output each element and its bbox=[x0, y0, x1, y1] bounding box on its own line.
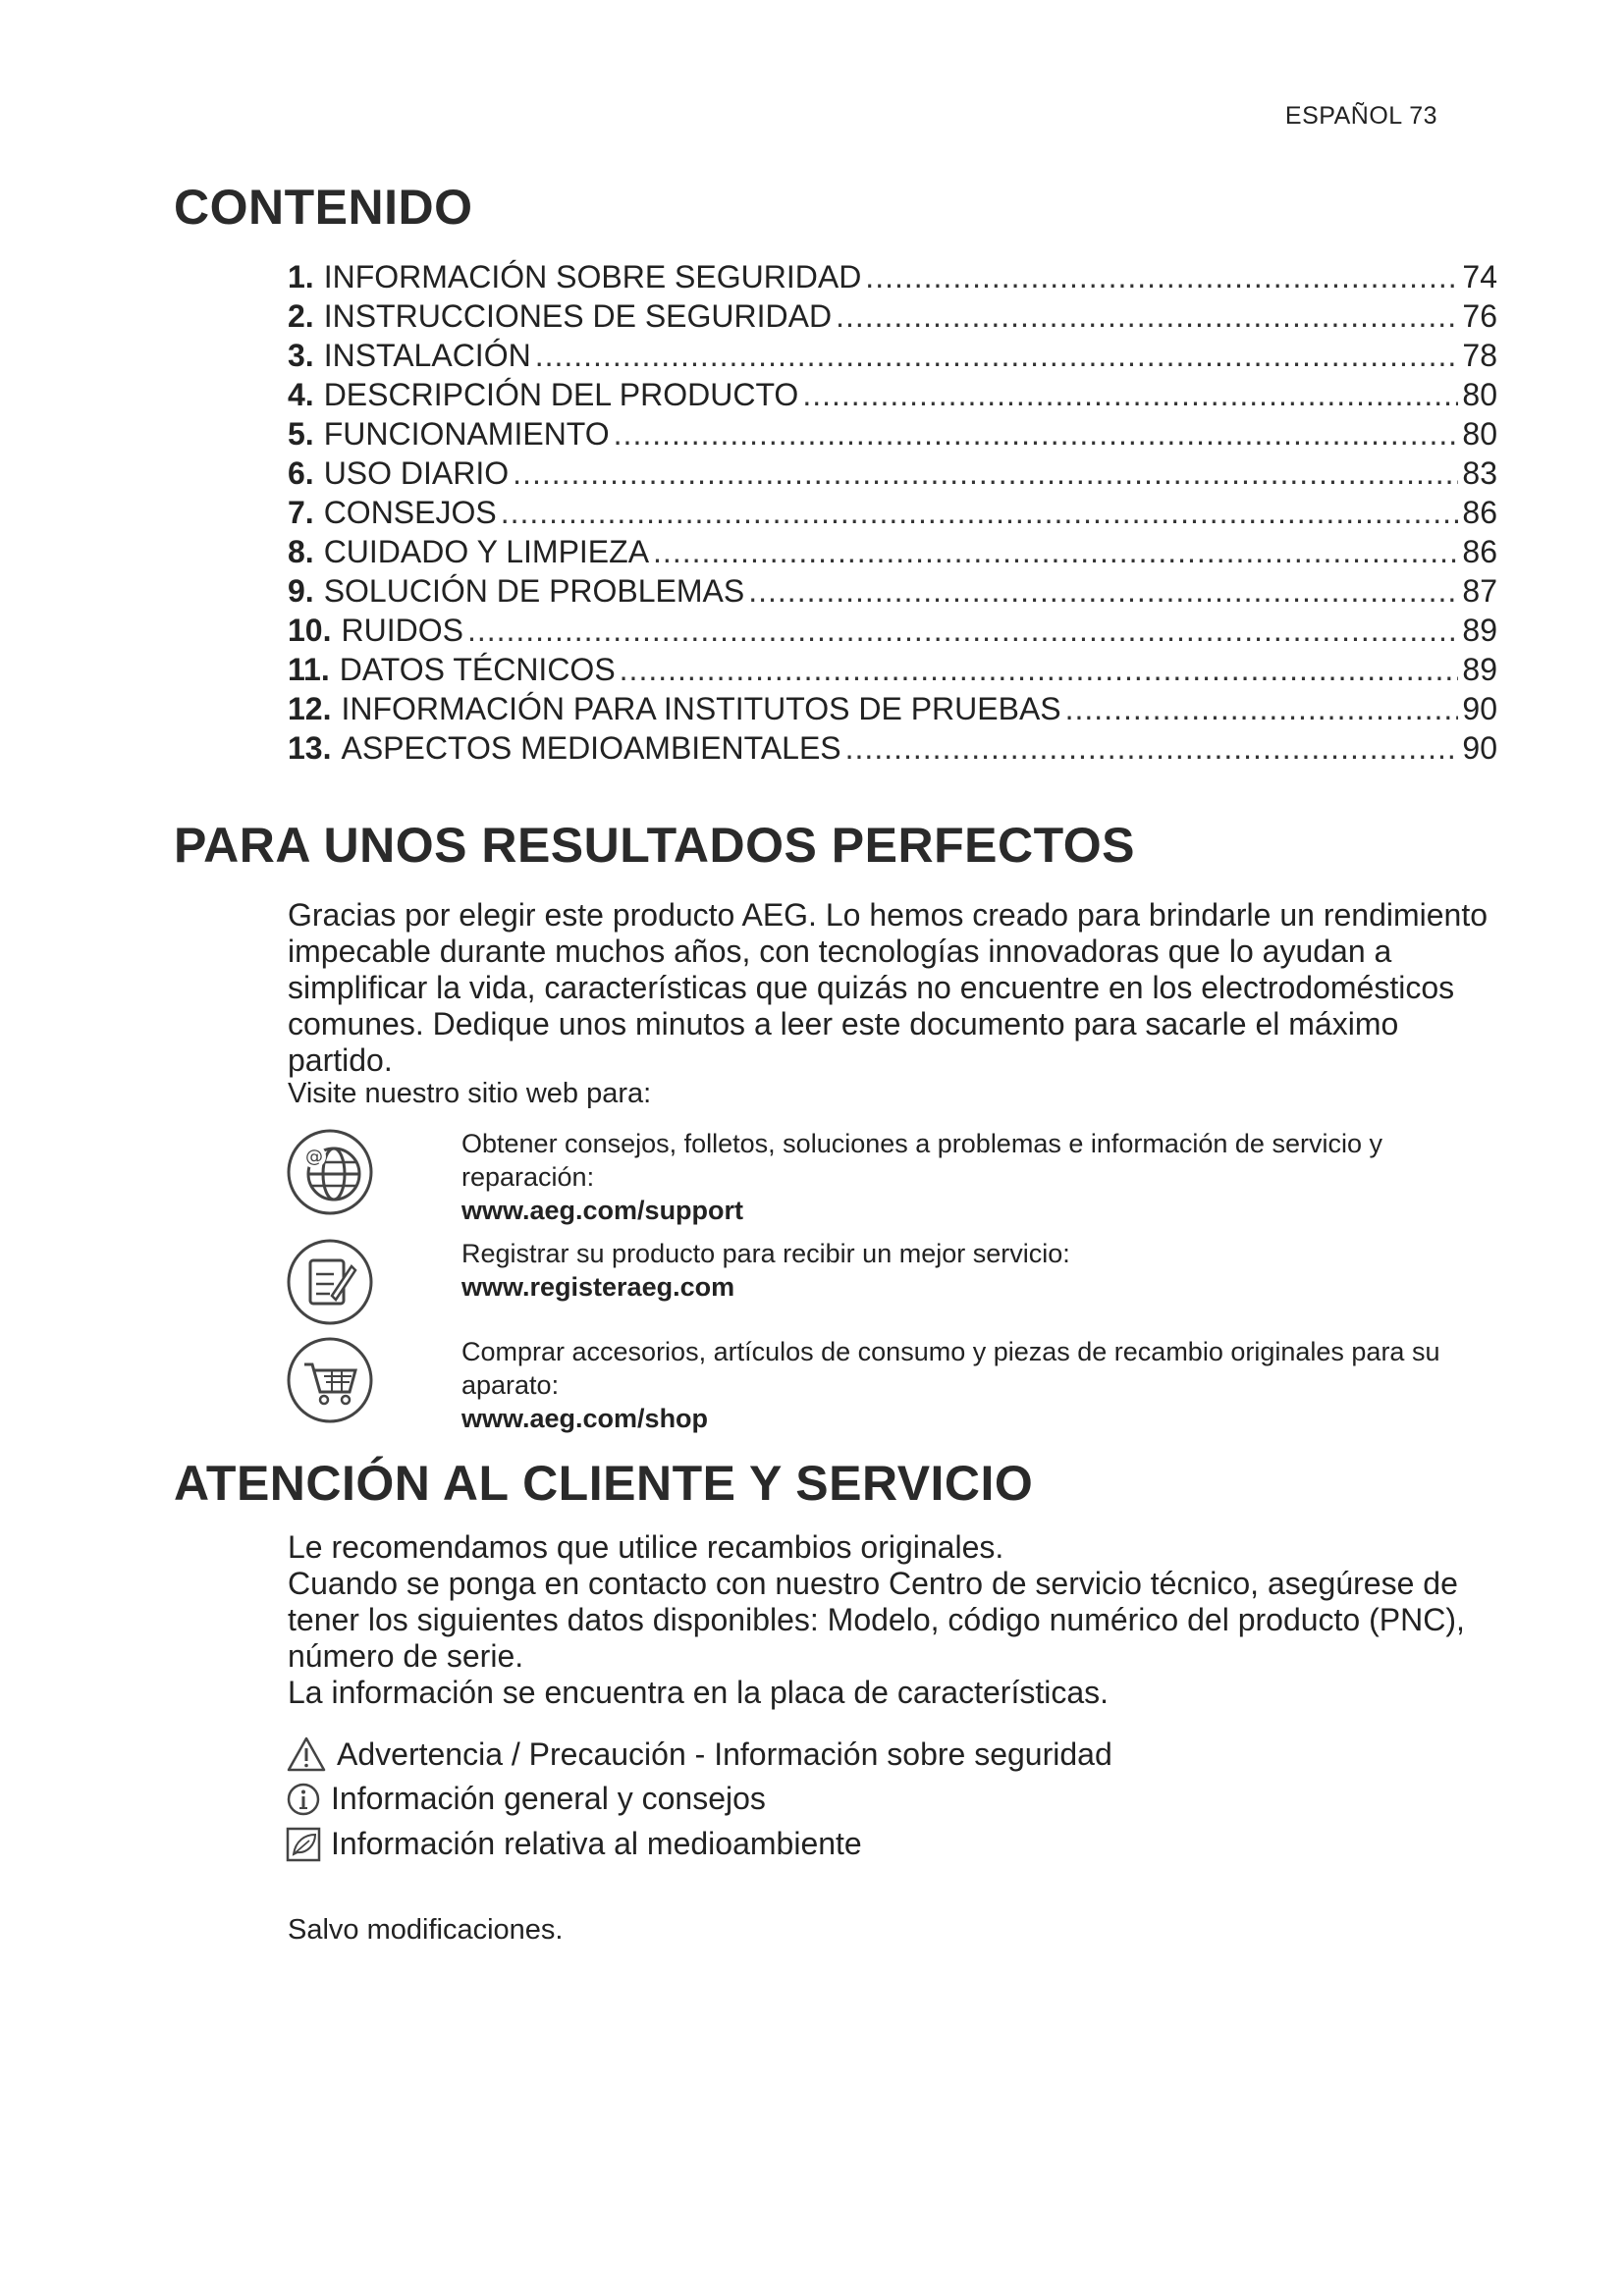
toc-item-number: 8. bbox=[288, 534, 314, 569]
toc-item-title: ASPECTOS MEDIOAMBIENTALES bbox=[341, 730, 841, 766]
toc-item-title: INSTRUCCIONES DE SEGURIDAD bbox=[323, 298, 833, 334]
toc-item-number: 9. bbox=[288, 573, 314, 609]
toc-item-title: INFORMACIÓN PARA INSTITUTOS DE PRUEBAS bbox=[341, 691, 1061, 726]
toc-item-page: 90 bbox=[1462, 730, 1497, 766]
toc-item-number: 11. bbox=[288, 652, 330, 687]
contents-title: CONTENIDO bbox=[174, 180, 473, 235]
toc-item-number: 1. bbox=[288, 259, 314, 294]
register-link-text bbox=[461, 1237, 1512, 1304]
toc-item-page: 90 bbox=[1462, 691, 1497, 726]
register-icon bbox=[285, 1237, 375, 1327]
toc-item[interactable] bbox=[288, 338, 1497, 377]
svg-text:@: @ bbox=[305, 1147, 323, 1167]
cart-icon bbox=[285, 1335, 375, 1425]
toc-leader-dots bbox=[620, 652, 1459, 688]
toc-leader-dots bbox=[836, 298, 1458, 335]
toc-item[interactable] bbox=[288, 298, 1497, 338]
toc-item-page: 80 bbox=[1462, 416, 1497, 452]
toc-item[interactable] bbox=[288, 259, 1497, 298]
service-paragraph-3: La información se encuentra en la placa de características. bbox=[288, 1675, 1110, 1710]
toc-item-title: RUIDOS bbox=[341, 613, 463, 648]
toc-item-number: 5. bbox=[288, 416, 314, 452]
toc-item-page: 86 bbox=[1462, 534, 1497, 569]
toc-leader-dots bbox=[802, 377, 1458, 413]
toc-leader-dots bbox=[748, 573, 1458, 610]
legend-warning bbox=[286, 1735, 1112, 1773]
toc-item-page: 83 bbox=[1462, 455, 1497, 491]
shop-description: Comprar accesorios, artículos de consumo y piezas de recambio originales para su aparato: bbox=[461, 1337, 1440, 1400]
toc-item[interactable] bbox=[288, 455, 1497, 495]
toc-item[interactable] bbox=[288, 416, 1497, 455]
toc-item-title: CONSEJOS bbox=[323, 495, 497, 530]
shop-url-link[interactable]: www.aeg.com/shop bbox=[461, 1404, 709, 1433]
toc-item-title: DATOS TÉCNICOS bbox=[339, 652, 616, 687]
toc-item-number: 10. bbox=[288, 613, 332, 648]
toc-item-page: 76 bbox=[1462, 298, 1497, 334]
toc-leader-dots bbox=[513, 455, 1458, 492]
shop-link-text bbox=[461, 1335, 1512, 1435]
register-url-link[interactable]: www.registeraeg.com bbox=[461, 1272, 735, 1302]
register-description: Registrar su producto para recibir un mejor servicio: bbox=[461, 1239, 1070, 1268]
toc-item-page: 78 bbox=[1462, 338, 1497, 373]
footer-note: Salvo modificaciones. bbox=[288, 1914, 564, 1946]
toc-item-page: 80 bbox=[1462, 377, 1497, 412]
warning-icon bbox=[286, 1735, 327, 1773]
results-title: PARA UNOS RESULTADOS PERFECTOS bbox=[174, 818, 1135, 873]
toc-item-page: 87 bbox=[1462, 573, 1497, 609]
toc-item[interactable] bbox=[288, 613, 1497, 652]
toc-item-page: 89 bbox=[1462, 652, 1497, 687]
legend-warning-text: Advertencia / Precaución - Información sobre seguridad bbox=[337, 1735, 1112, 1772]
toc-item-number: 4. bbox=[288, 377, 314, 412]
toc-item-title: INSTALACIÓN bbox=[323, 338, 531, 373]
table-of-contents bbox=[288, 259, 1497, 770]
toc-leader-dots bbox=[467, 613, 1458, 649]
toc-item[interactable] bbox=[288, 691, 1497, 730]
visit-website-text: Visite nuestro sitio web para: bbox=[288, 1078, 652, 1109]
toc-item[interactable] bbox=[288, 573, 1497, 613]
toc-leader-dots bbox=[501, 495, 1459, 531]
toc-leader-dots bbox=[865, 259, 1458, 295]
intro-paragraph: Gracias por elegir este producto AEG. Lo hemos creado para brindarle un rendimiento impecable durante muchos años, con tecnologías innovadoras que lo ayudan a simplificar la vida, características que quizás no encuentre en los electrodomésticos comunes. Dedique unos minutos a leer este documento para sacarle el máximo partido. bbox=[288, 897, 1489, 1078]
toc-item-title: DESCRIPCIÓN DEL PRODUCTO bbox=[323, 377, 799, 412]
toc-leader-dots bbox=[614, 416, 1459, 453]
toc-item-number: 2. bbox=[288, 298, 314, 334]
legend-environment bbox=[286, 1826, 862, 1862]
toc-item-number: 12. bbox=[288, 691, 332, 726]
toc-item-title: INFORMACIÓN SOBRE SEGURIDAD bbox=[323, 259, 862, 294]
toc-item[interactable] bbox=[288, 377, 1497, 416]
globe-icon bbox=[285, 1127, 375, 1217]
toc-item-page: 74 bbox=[1462, 259, 1497, 294]
toc-leader-dots bbox=[653, 534, 1458, 570]
support-url-link[interactable]: www.aeg.com/support bbox=[461, 1196, 744, 1225]
page-header: ESPAÑOL 73 bbox=[1284, 102, 1437, 130]
legend-info bbox=[286, 1781, 766, 1817]
toc-item-title: SOLUCIÓN DE PROBLEMAS bbox=[323, 573, 745, 609]
service-paragraphs bbox=[288, 1529, 1505, 1711]
leaf-icon bbox=[286, 1827, 321, 1862]
toc-item-number: 3. bbox=[288, 338, 314, 373]
toc-item-page: 89 bbox=[1462, 613, 1497, 648]
legend-environment-text: Información relativa al medioambiente bbox=[331, 1826, 862, 1861]
service-paragraph-1: Le recomendamos que utilice recambios originales. bbox=[288, 1529, 1004, 1565]
toc-item-number: 6. bbox=[288, 455, 314, 491]
toc-item-number: 13. bbox=[288, 730, 332, 766]
support-link-text bbox=[461, 1127, 1512, 1227]
legend-info-text: Información general y consejos bbox=[331, 1781, 766, 1816]
toc-item[interactable] bbox=[288, 534, 1497, 573]
toc-leader-dots bbox=[535, 338, 1459, 374]
service-paragraph-2: Cuando se ponga en contacto con nuestro Centro de servicio técnico, asegúrese de tener los siguientes datos disponibles: Modelo, código numérico del producto (PNC), número de serie. bbox=[288, 1566, 1465, 1674]
toc-item[interactable] bbox=[288, 652, 1497, 691]
toc-item[interactable] bbox=[288, 730, 1497, 770]
toc-item[interactable] bbox=[288, 495, 1497, 534]
service-title: ATENCIÓN AL CLIENTE Y SERVICIO bbox=[174, 1456, 1034, 1511]
toc-item-page: 86 bbox=[1462, 495, 1497, 530]
toc-leader-dots bbox=[845, 730, 1459, 767]
toc-item-title: FUNCIONAMIENTO bbox=[323, 416, 610, 452]
toc-leader-dots bbox=[1065, 691, 1459, 727]
toc-item-number: 7. bbox=[288, 495, 314, 530]
support-description: Obtener consejos, folletos, soluciones a problemas e información de servicio y reparación: bbox=[461, 1129, 1382, 1192]
toc-item-title: CUIDADO Y LIMPIEZA bbox=[323, 534, 650, 569]
toc-item-title: USO DIARIO bbox=[323, 455, 510, 491]
info-icon bbox=[286, 1782, 321, 1817]
